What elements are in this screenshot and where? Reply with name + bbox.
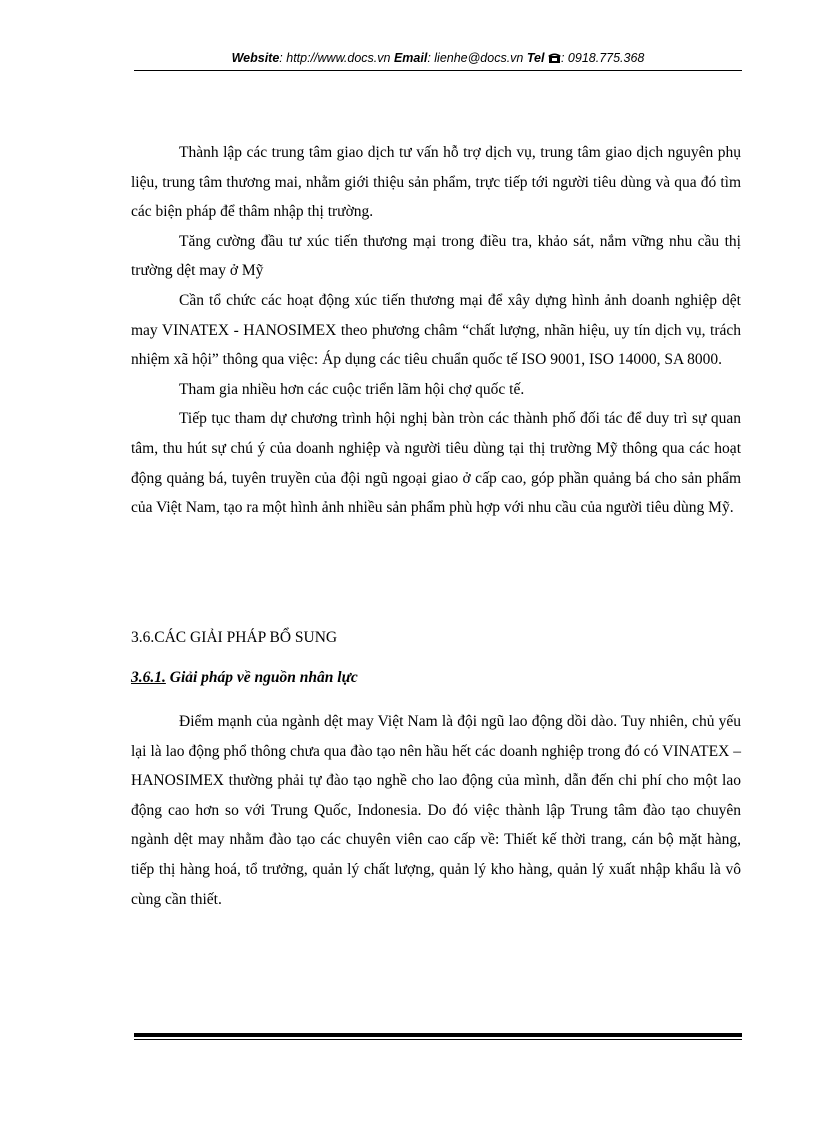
section-heading: 3.6.CÁC GIẢI PHÁP BỔ SUNG <box>131 629 338 646</box>
paragraph: Điểm mạnh của ngành dệt may Việt Nam là đội ngũ lao động dồi dào. Tuy nhiên, chủ yếu lại là lao động phổ thông chưa qua đào tạo nên hầu hết các doanh nghiệp trong đó có VINATEX – HANOSIMEX thường phải tự đào tạo nghề cho lao động của mình, dẫn đến chi phí cho một lao động cao hơn so với Trung Quốc, Indonesia. Do đó việc thành lập Trung tâm đào tạo chuyên ngành dệt may nhằm đào tạo các chuyên viên cao cấp về: Thiết kế thời trang, cán bộ mặt hàng, tiếp thị hàng hoá, tổ trưởng, quản lý chất lượng, quản lý kho hàng, quản lý xuất nhập khẩu là vô cùng cần thiết. <box>131 713 741 908</box>
paragraph: Tăng cường đầu tư xúc tiến thương mại trong điều tra, khảo sát, nắm vững nhu cầu thị trường dệt may ở Mỹ <box>131 232 741 280</box>
paragraph: Cần tổ chức các hoạt động xúc tiến thương mại để xây dựng hình ảnh doanh nghiệp dệt may VINATEX - HANOSIMEX theo phương châm “chất lượng, nhãn hiệu, uy tín dịch vụ, trách nhiệm xã hội” thông qua việc: Áp dụng các tiêu chuẩn quốc tế ISO 9001, ISO 14000, SA 8000. <box>131 291 741 369</box>
body-section-2 <box>131 707 741 914</box>
website-value: : http://www.docs.vn <box>279 51 391 65</box>
paragraph: Tiếp tục tham dự chương trình hội nghị bàn tròn các thành phố đối tác để duy trì sự quan tâm, thu hút sự chú ý của doanh nghiệp và người tiêu dùng tại thị trường Mỹ thông qua các hoạt động quảng bá, tuyên truyền của đội ngũ ngoại giao ở cấp cao, góp phần quảng bá cho sản phẩm của Việt Nam, tạo ra một hình ảnh nhiều sản phẩm phù hợp với nhu cầu của người tiêu dùng Mỹ. <box>131 410 741 517</box>
header-rule <box>134 70 742 71</box>
sub-heading-number: 3.6.1. <box>131 669 166 686</box>
tel-label: Tel <box>526 51 545 65</box>
paragraph: Thành lập các trung tâm giao dịch tư vấn hỗ trợ dịch vụ, trung tâm giao dịch nguyên phụ liệu, trung tâm thương mai, nhằm giới thiệu sản phẩm, trực tiếp tới người tiêu dùng và qua đó tìm các biện pháp để thâm nhập thị trường. <box>131 144 741 221</box>
email-label: Email <box>393 51 428 65</box>
sub-heading <box>131 666 358 690</box>
footer-rule-thin <box>134 1039 742 1040</box>
paragraph: Tham gia nhiều hơn các cuộc triển lãm hội chợ quốc tế. <box>179 380 525 398</box>
page-header <box>134 50 742 66</box>
phone-icon <box>548 51 561 65</box>
website-label: Website <box>231 51 280 65</box>
body-section-1 <box>131 138 741 523</box>
email-value: : lienhe@docs.vn <box>427 51 524 65</box>
footer-rule <box>134 1033 742 1037</box>
sub-heading-title: Giải pháp về nguồn nhân lực <box>169 669 358 686</box>
tel-value: : 0918.775.368 <box>560 51 645 65</box>
